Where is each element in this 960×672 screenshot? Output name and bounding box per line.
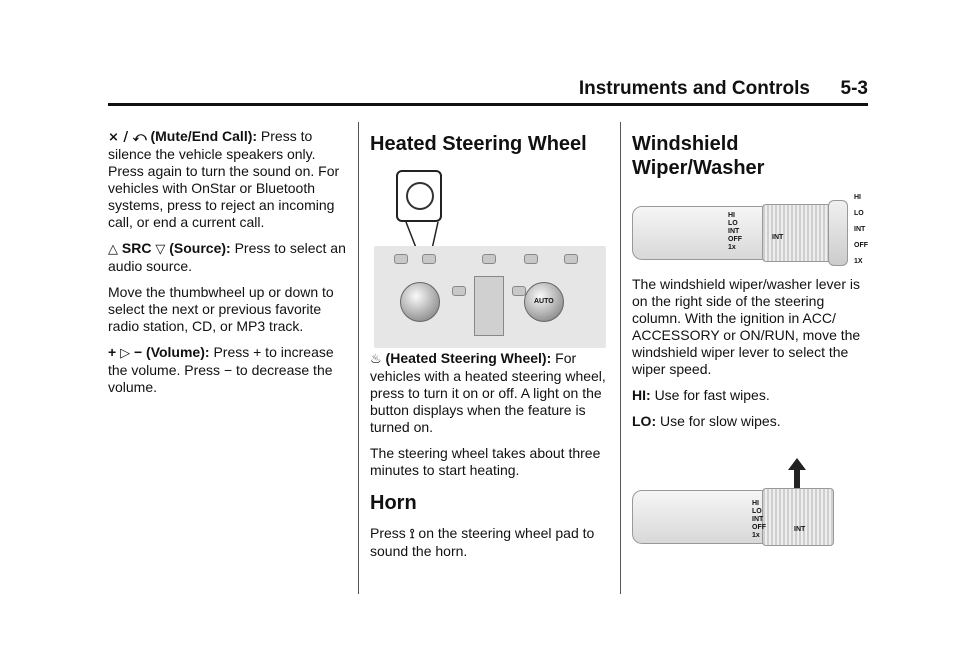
- wiper-heading: Windshield Wiper/Washer: [632, 133, 765, 179]
- heated-wheel-heading: Heated Steering Wheel: [370, 133, 587, 155]
- climate-panel: [374, 246, 606, 348]
- lever2-label-off: OFF: [752, 524, 766, 531]
- defrost-button: [422, 254, 436, 264]
- left-seat-button: [394, 254, 408, 264]
- src-term: SRC: [121, 240, 152, 256]
- hi-paragraph: [632, 387, 868, 404]
- volume-icon: ▷: [120, 346, 131, 361]
- thumbwheel-paragraph: Move the thumbwheel up or down to select the next or previous favorite radio station, CD, or MP3 track.: [108, 284, 334, 334]
- heated-wheel-text: For vehicles with a heated steering wheel, press to turn it on or off. A light on the button displays when the feature is turned on.: [370, 350, 606, 435]
- horn-text-pre: Press: [370, 525, 406, 541]
- side-label-lo: LO: [854, 210, 864, 217]
- grip-label-int: INT: [772, 234, 784, 241]
- lever-label-1x: 1x: [728, 244, 736, 251]
- heated-wheel-callout: [396, 170, 442, 222]
- volume-plus: +: [108, 344, 117, 360]
- lo-text: Use for slow wipes.: [660, 413, 781, 429]
- column-divider-2: [620, 122, 621, 594]
- grip2-label-int: INT: [794, 526, 806, 533]
- lever2-label-hi: HI: [752, 500, 759, 507]
- section-title: Instruments and Controls: [578, 78, 810, 99]
- mute-text: Press to silence the vehicle speakers only. Press again to turn the sound on. For vehicles with OnStar or Bluetooth systems, press to reject an incoming call, or end a current call.: [108, 128, 340, 230]
- page-number: 5-3: [840, 78, 868, 99]
- horn-icon: ⟟: [409, 527, 415, 542]
- lever-label-int: INT: [728, 228, 740, 235]
- column-2: [370, 128, 606, 569]
- floor-button: [524, 254, 538, 264]
- source-term: (Source):: [169, 240, 231, 256]
- right-seat-button: [564, 254, 578, 264]
- lever-label-off: OFF: [728, 236, 742, 243]
- column-3: [632, 128, 868, 552]
- lever2-label-int: INT: [752, 516, 764, 523]
- lever-cap: [828, 200, 848, 266]
- hi-term: HI:: [632, 387, 651, 403]
- lever2-label-lo: LO: [752, 508, 762, 515]
- wiper-lever-figure-1: [632, 190, 868, 270]
- mute-paragraph: [108, 128, 348, 231]
- column-1: [108, 128, 348, 405]
- volume-paragraph: [108, 344, 348, 396]
- hi-text: Use for fast wipes.: [654, 387, 770, 403]
- horn-text-post: on the steering wheel pad to sound the horn.: [370, 525, 595, 559]
- climate-panel-figure: [370, 170, 606, 340]
- heated-wheel-paragraph: [370, 350, 606, 436]
- volume-term: − (Volume):: [133, 344, 210, 360]
- vent-button: [482, 254, 496, 264]
- heated-wheel-icon: ♨: [370, 352, 382, 367]
- lever-label-hi: HI: [728, 212, 735, 219]
- steering-wheel-heat-icon: [406, 182, 434, 210]
- left-temp-knob: [400, 282, 440, 322]
- lever2-label-1x: 1x: [752, 532, 760, 539]
- horn-paragraph: [370, 525, 606, 560]
- recirc-button: [452, 286, 466, 296]
- lever-grip: [762, 204, 834, 262]
- horn-heading: Horn: [370, 492, 417, 514]
- mute-icon: ⨯ / ⤺: [108, 130, 147, 145]
- heated-wheel-term: (Heated Steering Wheel):: [385, 350, 552, 366]
- side-label-1x: 1X: [854, 258, 863, 265]
- wiper-lever-figure-2: [632, 456, 864, 552]
- volume-text: Press + to increase the volume. Press − to decrease the volume.: [108, 344, 334, 395]
- lo-term: LO:: [632, 413, 657, 429]
- lever-grip-2: [762, 488, 834, 546]
- side-label-hi: HI: [854, 194, 861, 201]
- air-button: [512, 286, 526, 296]
- auto-label: AUTO: [534, 298, 554, 305]
- mute-term: (Mute/End Call):: [150, 128, 258, 144]
- wiper-intro-paragraph: The windshield wiper/washer lever is on the right side of the steering column. With the ignition in ACC/ ACCESSORY or ON/RUN, move the windshield wiper lever to select the wiper speed.: [632, 276, 861, 377]
- seek-down-icon: ▽: [155, 242, 166, 257]
- side-label-int: INT: [854, 226, 866, 233]
- lever-label-lo: LO: [728, 220, 738, 227]
- seek-up-icon: △: [108, 242, 118, 257]
- lo-paragraph: [632, 413, 868, 430]
- source-text: Press to select an audio source.: [108, 240, 346, 274]
- page-header: [108, 78, 868, 104]
- header-rule: [108, 103, 868, 106]
- warmup-paragraph: The steering wheel takes about three minutes to start heating.: [370, 445, 601, 478]
- side-label-off: OFF: [854, 242, 868, 249]
- fan-column: [474, 276, 504, 336]
- source-paragraph: [108, 240, 348, 275]
- column-divider-1: [358, 122, 359, 594]
